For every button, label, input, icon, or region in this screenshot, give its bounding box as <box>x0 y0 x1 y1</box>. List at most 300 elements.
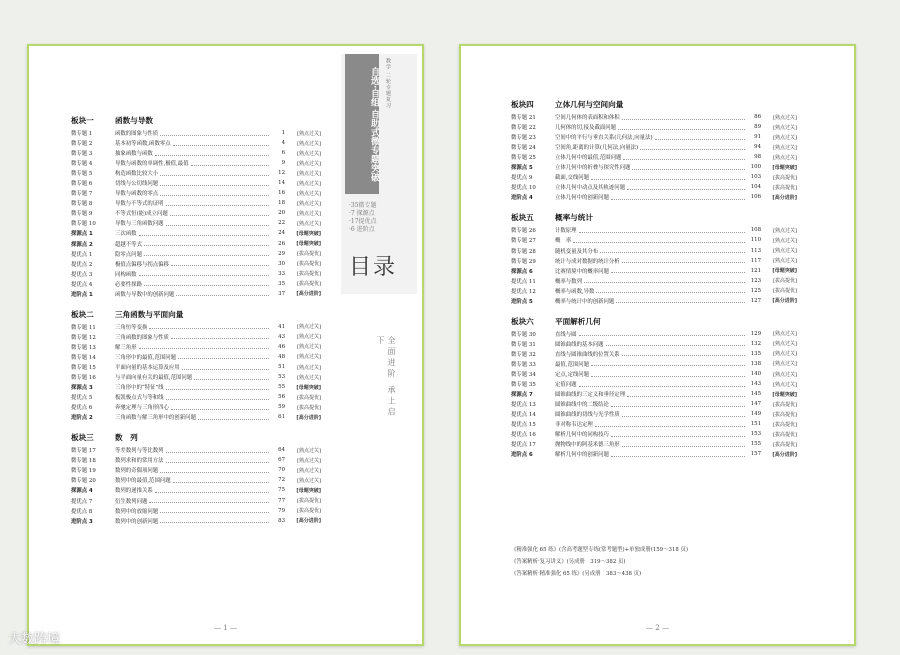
entry-badge: [熟点过关] <box>773 154 797 161</box>
entry-badge: [熟点过关] <box>297 477 321 484</box>
entry-page: 103 <box>750 174 761 181</box>
toc-entry[interactable] <box>511 172 797 182</box>
entry-title: 数列中的创新问题 <box>115 518 159 525</box>
section-title: 数 列 <box>115 433 138 443</box>
entry-tag: 微专题 1 <box>71 131 93 138</box>
dot-leader <box>627 392 745 397</box>
entry-title: 定点,定线问题 <box>555 372 590 378</box>
toc-entry[interactable] <box>71 362 321 372</box>
toc-entry[interactable] <box>71 506 321 516</box>
entry-page: 46 <box>278 343 285 350</box>
entry-title: 最值,范围问题 <box>555 361 590 368</box>
entry-badge: [熟点过关] <box>297 447 321 454</box>
toc-entry[interactable] <box>511 256 797 266</box>
entry-title: 解三角形 <box>115 344 137 351</box>
entry-page: 30 <box>278 260 285 267</box>
entry-title: 切线与公切线问题 <box>115 181 159 188</box>
entry-page: 51 <box>278 364 285 370</box>
entry-page: 43 <box>278 333 285 340</box>
entry-page: 121 <box>750 267 761 274</box>
toc-entry[interactable] <box>511 449 797 459</box>
toc-entry[interactable] <box>71 445 321 455</box>
entry-page: 33 <box>278 270 285 277</box>
toc-entry[interactable] <box>71 269 321 279</box>
entry-tag: 微专题 28 <box>511 248 536 255</box>
toc-entry[interactable] <box>511 122 797 132</box>
dot-leader <box>579 382 745 387</box>
title-banner <box>341 54 417 294</box>
dot-leader <box>632 165 745 170</box>
entry-tag: 提优点 16 <box>511 432 536 439</box>
toc-entry[interactable] <box>71 342 321 352</box>
dot-leader <box>611 452 745 457</box>
entry-tag: 提优点 5 <box>71 395 93 402</box>
toc-entry[interactable] <box>511 276 797 286</box>
section-title: 平面解析几何 <box>555 316 601 326</box>
entry-badge: [熟点过关] <box>773 381 797 388</box>
entry-page: 77 <box>278 497 285 504</box>
entry-title: 空间几何体的表面积和体积 <box>555 115 620 122</box>
toc-entry[interactable] <box>511 399 797 409</box>
entry-page: 143 <box>750 381 761 388</box>
dot-leader <box>584 278 745 283</box>
toc-entry[interactable] <box>71 158 321 168</box>
entry-page: 24 <box>278 230 285 237</box>
entry-badge: [熟点过关] <box>773 258 797 265</box>
entry-tag: 微专题 17 <box>71 448 96 455</box>
entry-page: 113 <box>750 247 761 254</box>
section-heading <box>71 114 321 127</box>
slogan: 全面进阶 承上启下 <box>376 336 396 419</box>
dot-leader <box>596 288 745 293</box>
entry-tag: 微专题 9 <box>71 211 93 218</box>
entry-title: 超越不等式 <box>115 241 142 248</box>
entry-title: 数列求和的常用方法 <box>115 458 164 465</box>
entry-title: 同构函数 <box>115 271 137 278</box>
toc-entry[interactable] <box>511 349 797 359</box>
entry-badge: [拔高提优] <box>297 251 321 258</box>
entry-title: 导数与函数的单调性,极值,最值 <box>115 161 189 168</box>
entry-badge: [拔高提优] <box>773 431 797 438</box>
entry-tag: 提优点 1 <box>71 251 93 258</box>
entry-page: 64 <box>278 447 285 454</box>
dot-leader <box>149 324 269 329</box>
entry-tag: 微专题 33 <box>511 361 536 368</box>
entry-tag: 微专题 4 <box>71 161 93 168</box>
section-heading <box>71 308 321 321</box>
toc-entry[interactable] <box>71 322 321 332</box>
entry-tag: 探源点 4 <box>71 488 93 495</box>
toc-entry[interactable] <box>71 168 321 178</box>
toc-entry[interactable] <box>71 138 321 148</box>
entry-tag: 微专题 15 <box>71 365 96 371</box>
dot-leader <box>155 488 269 493</box>
entry-title: 导数与函数的零点 <box>115 191 159 198</box>
entry-title: 空间角,距离的计算(几何法,向量法) <box>555 145 639 152</box>
entry-page: 35 <box>278 280 285 287</box>
dot-leader <box>160 191 269 196</box>
banner-title: 自选·自组 自助式微专题突破 <box>345 54 379 194</box>
entry-page: 72 <box>278 477 285 484</box>
dot-leader <box>166 385 269 390</box>
banner-stat: ·6 进阶点 <box>349 226 375 233</box>
entry-page: 6 <box>281 150 285 157</box>
entry-badge: [拔高提优] <box>297 271 321 278</box>
dot-leader <box>579 228 745 233</box>
dot-leader <box>171 261 269 266</box>
entry-title: 等差数列与等比数列 <box>115 448 164 455</box>
entry-page: 89 <box>754 124 761 131</box>
toc-entry[interactable] <box>71 239 321 249</box>
dot-leader <box>616 298 745 303</box>
entry-page: 55 <box>278 384 285 391</box>
dot-leader <box>640 145 745 150</box>
watermark-logo: 大数跨境 <box>8 632 61 647</box>
entry-badge: [拔高提优] <box>297 281 321 288</box>
entry-title: 平面向量的基本运算及应用 <box>115 365 180 371</box>
toc-entry[interactable] <box>511 192 797 202</box>
toc-entry[interactable] <box>71 496 321 506</box>
entry-badge: [母题突破] <box>296 487 321 494</box>
entry-tag: 提优点 11 <box>511 278 536 285</box>
contents-heading: 目录 <box>349 255 398 280</box>
entry-page: 22 <box>278 220 285 227</box>
entry-title: 圆锥曲线的三定义和垂径定理 <box>555 392 626 399</box>
toc-entry[interactable] <box>71 412 321 422</box>
note-line: 《精准强化 65 练》(含高考题型专练(常考题型)+单独成册(159～318 页) <box>511 547 688 553</box>
entry-badge: [熟点过关] <box>773 341 797 348</box>
entry-title: 概率与统计中的创新问题 <box>555 298 615 305</box>
toc-entry[interactable] <box>511 152 797 162</box>
entry-tag: 微专题 12 <box>71 334 96 341</box>
entry-page: 151 <box>750 421 761 428</box>
entry-badge: [熟点过关] <box>297 334 321 341</box>
toc-entry[interactable] <box>511 235 797 245</box>
entry-title: 直线与圆锥曲线的位置关系 <box>555 351 620 358</box>
section-title: 立体几何与空间向量 <box>555 100 624 109</box>
entry-tag: 探源点 6 <box>511 268 533 275</box>
entry-tag: 微专题 3 <box>71 151 93 158</box>
toc-entry[interactable] <box>71 188 321 198</box>
entry-badge: [熟点过关] <box>297 210 321 217</box>
entry-tag: 微专题 6 <box>71 181 93 188</box>
entry-badge: [熟点过关] <box>773 237 797 244</box>
toc-entry[interactable] <box>71 249 321 259</box>
entry-tag: 探源点 2 <box>71 241 93 248</box>
entry-badge: [母题突破] <box>772 391 797 398</box>
entry-badge: [熟点过关] <box>773 351 797 358</box>
section-tag: 板块五 <box>511 213 534 223</box>
entry-tag: 进阶点 6 <box>511 452 533 459</box>
toc-entry[interactable] <box>71 289 321 299</box>
dot-leader <box>144 281 269 286</box>
entry-page: 70 <box>278 467 285 474</box>
dot-leader <box>166 458 269 463</box>
dot-leader <box>166 201 269 206</box>
entry-page: 91 <box>754 134 761 141</box>
section-tag: 板块一 <box>71 116 94 125</box>
entry-badge: [拔高提优] <box>297 394 321 401</box>
dot-leader <box>611 402 745 407</box>
entry-page: 145 <box>750 391 761 398</box>
entry-tag: 微专题 13 <box>71 344 96 351</box>
entry-tag: 微专题 7 <box>71 191 93 198</box>
toc-section <box>511 211 797 305</box>
toc-entry[interactable] <box>71 208 321 218</box>
dot-leader <box>173 478 269 483</box>
entry-tag: 微专题 2 <box>71 141 93 148</box>
toc-entry[interactable] <box>71 259 321 269</box>
toc-entry[interactable] <box>511 112 797 122</box>
entry-badge: [高分进阶] <box>772 194 797 201</box>
toc-entry[interactable] <box>511 225 797 235</box>
entry-title: 三角函数与解三角形中的创新问题 <box>115 415 196 422</box>
entry-title: 随机变量及其分布 <box>555 248 599 255</box>
entry-page: 29 <box>278 250 285 257</box>
section-tag: 板块六 <box>511 316 534 326</box>
toc-entry[interactable] <box>511 389 797 399</box>
entry-page: 83 <box>278 517 285 524</box>
entry-page: 4 <box>281 140 285 147</box>
entry-title: 抽象函数与函数 <box>115 151 153 158</box>
entry-title: 基本初等函数,函数零点 <box>115 141 171 148</box>
entry-title: 解析几何中的创新问题 <box>555 452 609 459</box>
entry-tag: 微专题 20 <box>71 478 96 485</box>
entry-badge: [拔高提优] <box>773 411 797 418</box>
toc-entry[interactable] <box>511 379 797 389</box>
toc-entry[interactable] <box>511 182 797 192</box>
entry-badge: [母题突破] <box>296 230 321 237</box>
note-line: 《答案精析·复习讲义》(另成册 319～382 页) <box>511 559 626 565</box>
entry-title: 三角函数的图象与性质 <box>115 334 169 341</box>
entry-badge: [高分进阶] <box>772 298 797 305</box>
entry-tag: 提优点 10 <box>511 185 536 192</box>
entry-badge: [熟点过关] <box>773 361 797 368</box>
section-tag: 板块二 <box>71 309 94 319</box>
entry-badge: [熟点过关] <box>297 344 321 351</box>
entry-title: 函数的图象与性质 <box>115 131 159 138</box>
dot-leader <box>606 341 745 346</box>
entry-badge: [熟点过关] <box>773 248 797 255</box>
entry-badge: [熟点过关] <box>773 124 797 131</box>
entry-tag: 探源点 3 <box>71 385 93 392</box>
entry-page: 132 <box>750 340 761 347</box>
section-heading <box>511 315 797 328</box>
entry-badge: [熟点过关] <box>297 180 321 187</box>
entry-badge: [母题突破] <box>296 384 321 391</box>
toc-section <box>71 308 321 422</box>
entry-page: 20 <box>278 210 285 217</box>
toc-entry[interactable] <box>71 352 321 362</box>
entry-tag: 提优点 2 <box>71 261 93 268</box>
dot-leader <box>591 372 745 377</box>
section-title: 概率与统计 <box>555 213 593 223</box>
entry-page: 94 <box>754 144 761 151</box>
entry-badge: [熟点过关] <box>297 160 321 167</box>
dot-leader <box>182 365 269 370</box>
toc-entry[interactable] <box>511 132 797 142</box>
section-heading <box>511 211 797 224</box>
toc-entry[interactable] <box>511 419 797 429</box>
toc-entry[interactable] <box>511 359 797 369</box>
entry-tag: 微专题 31 <box>511 341 536 348</box>
toc-entry[interactable] <box>71 332 321 342</box>
toc-entry[interactable] <box>71 402 321 412</box>
entry-title: 立体几何中的创新问题 <box>555 195 609 202</box>
entry-tag: 提优点 3 <box>71 271 93 278</box>
dot-leader <box>591 175 745 180</box>
dot-leader <box>160 171 269 176</box>
entry-tag: 提优点 14 <box>511 412 536 419</box>
toc-entry[interactable] <box>71 279 321 289</box>
entry-tag: 探源点 1 <box>71 231 93 238</box>
toc-entry[interactable] <box>511 329 797 339</box>
toc-entry[interactable] <box>511 369 797 379</box>
toc-entry[interactable] <box>511 339 797 349</box>
toc-entry[interactable] <box>71 382 321 392</box>
toc-entry[interactable] <box>71 485 321 495</box>
entry-title: 圆锥曲线的基本问题 <box>555 341 604 348</box>
entry-badge: [熟点过关] <box>297 354 321 361</box>
entry-badge: [熟点过关] <box>297 324 321 331</box>
entry-page: 98 <box>754 154 761 161</box>
entry-title: 直线与圆 <box>555 331 577 338</box>
toc-entry[interactable] <box>71 218 321 228</box>
dot-leader <box>611 432 745 437</box>
entry-tag: 微专题 11 <box>71 324 96 331</box>
entry-page: 147 <box>750 401 761 408</box>
entry-title: 导数与不等式的证明 <box>115 201 164 208</box>
entry-tag: 微专题 29 <box>511 258 536 265</box>
entry-page: 16 <box>278 190 285 197</box>
entry-tag: 提优点 15 <box>511 422 536 429</box>
dot-leader <box>160 508 269 513</box>
entry-title: 抛物线中的阿基米德三角形 <box>555 442 620 449</box>
entry-page: 75 <box>278 487 285 494</box>
entry-page: 140 <box>750 371 761 377</box>
entry-page: 61 <box>278 414 285 421</box>
toc-entry[interactable] <box>511 246 797 256</box>
dot-leader <box>171 405 269 410</box>
entry-page: 123 <box>750 277 761 284</box>
entry-badge: [熟点过关] <box>773 134 797 141</box>
toc-entry[interactable] <box>511 409 797 419</box>
dot-leader <box>595 422 745 427</box>
entry-tag: 提优点 7 <box>71 498 93 505</box>
toc-entry[interactable] <box>71 516 321 526</box>
dot-leader <box>611 195 745 200</box>
dot-leader <box>166 221 269 226</box>
entry-page: 135 <box>750 350 761 357</box>
dot-leader <box>139 231 269 236</box>
toc-entry[interactable] <box>71 228 321 238</box>
entry-badge: [拔高提优] <box>773 441 797 448</box>
entry-page: 9 <box>281 160 285 167</box>
entry-page: 12 <box>278 170 285 177</box>
toc-entry[interactable] <box>511 296 797 306</box>
entry-title: 立体几何中的折叠与探究性问题 <box>555 165 631 172</box>
entry-tag: 提优点 17 <box>511 442 536 449</box>
entry-page: 26 <box>278 240 285 247</box>
banner-stat: ·17提优点 <box>349 218 377 225</box>
section-tag: 板块三 <box>71 433 94 443</box>
entry-page: 86 <box>754 114 761 121</box>
entry-page: 1 <box>281 130 285 137</box>
entry-badge: [熟点过关] <box>773 227 797 234</box>
entry-tag: 微专题 35 <box>511 382 536 389</box>
toc-entry[interactable] <box>71 475 321 485</box>
toc-entry[interactable] <box>511 162 797 172</box>
page-number: — 1 — <box>214 624 237 632</box>
entry-title: 导数与三角函数问题 <box>115 221 164 228</box>
dot-leader <box>622 442 745 447</box>
entry-tag: 微专题 22 <box>511 125 536 132</box>
toc-entry[interactable] <box>71 392 321 402</box>
toc-entry[interactable] <box>71 465 321 475</box>
entry-title: 数列的递推关系 <box>115 488 153 495</box>
entry-page: 53 <box>278 374 285 381</box>
entry-page: 153 <box>750 431 761 438</box>
toc-entry[interactable] <box>71 198 321 208</box>
entry-tag: 微专题 19 <box>71 468 96 475</box>
toc-entry[interactable] <box>511 266 797 276</box>
entry-page: 48 <box>278 353 285 360</box>
toc-entry[interactable] <box>511 429 797 439</box>
entry-page: 149 <box>750 411 761 418</box>
entry-title: 概率与数列 <box>555 278 582 285</box>
banner-side-text: 数学 二轮专题复习 <box>385 58 391 109</box>
toc-entry[interactable] <box>71 372 321 382</box>
banner-stat: ·7 探源点 <box>349 210 375 217</box>
entry-tag: 提优点 13 <box>511 402 536 409</box>
entry-page: 37 <box>278 290 285 297</box>
entry-badge: [拔高提优] <box>773 278 797 285</box>
entry-badge: [拔高提优] <box>773 184 797 191</box>
toc-entry[interactable] <box>71 455 321 465</box>
supplement-notes <box>511 544 811 580</box>
entry-title: 定值问题 <box>555 382 577 389</box>
right-page <box>459 44 856 646</box>
entry-tag: 微专题 5 <box>71 171 93 178</box>
entry-tag: 微专题 10 <box>71 221 96 228</box>
toc-entry[interactable] <box>71 148 321 158</box>
toc-entry[interactable] <box>511 286 797 296</box>
entry-badge: [母题突破] <box>772 164 797 171</box>
dot-leader <box>160 468 269 473</box>
dot-leader <box>611 268 745 273</box>
toc-entry[interactable] <box>71 128 321 138</box>
entry-badge: [母题突破] <box>296 241 321 248</box>
dot-leader <box>155 151 269 156</box>
note-line: 《答案精析·精准强化 65 练》(另成册 383～438 页) <box>511 571 642 577</box>
dot-leader <box>579 331 745 336</box>
toc-section <box>71 114 321 299</box>
left-page <box>27 44 424 646</box>
toc-entry[interactable] <box>511 142 797 152</box>
entry-tag: 进阶点 1 <box>71 291 93 298</box>
toc-entry[interactable] <box>511 439 797 449</box>
toc-entry[interactable] <box>71 178 321 188</box>
entry-badge: [熟点过关] <box>297 364 321 371</box>
entry-badge: [熟点过关] <box>773 371 797 378</box>
entry-title: 板凯极点式与等和线 <box>115 395 164 402</box>
entry-title: 不等式恒(能)成立问题 <box>115 211 168 218</box>
entry-title: 统计与成对数据的统计分析 <box>555 258 620 265</box>
entry-page: 14 <box>278 180 285 187</box>
entry-page: 56 <box>278 394 285 401</box>
dot-leader <box>573 238 745 243</box>
entry-title: 函数与导数中的创新问题 <box>115 291 175 298</box>
